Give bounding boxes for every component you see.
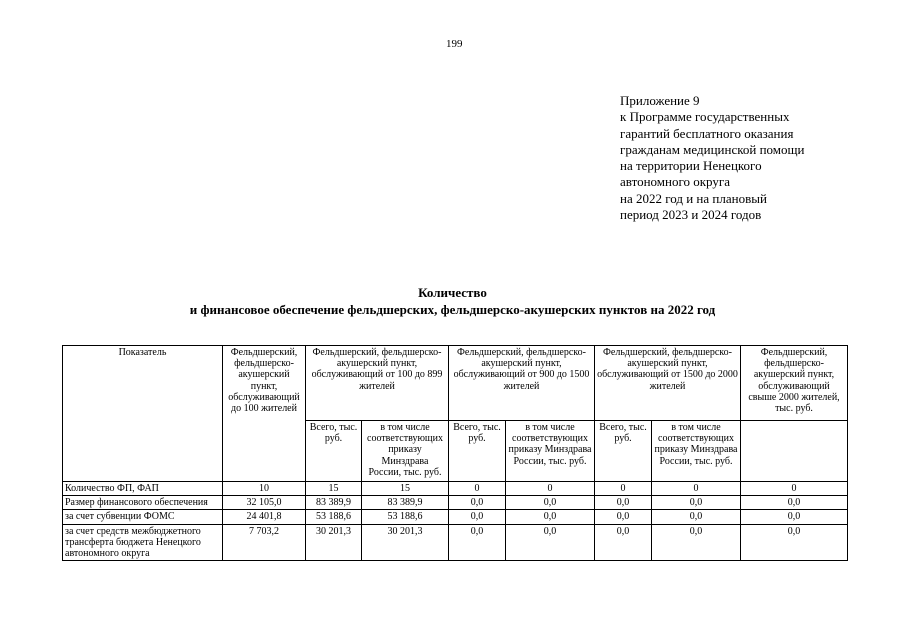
- cell-value: 83 389,9: [306, 496, 362, 510]
- cell-value: 24 401,8: [223, 510, 306, 524]
- subheader-total: Всего, тыс. руб.: [306, 421, 362, 482]
- header-group-900-1500: Фельдшерский, фельдшерско-акушерский пункт, обслуживающий от 900 до 1500 жителей: [449, 346, 595, 421]
- appendix-line: к Программе государственных: [620, 109, 790, 125]
- row-label: за счет средств межбюджетного трансферта бюджета Ненецкого автономного округа: [63, 524, 223, 561]
- subheader-empty: [741, 421, 848, 482]
- cell-value: 15: [306, 482, 362, 496]
- cell-value: 0,0: [652, 524, 741, 561]
- table-row: [63, 510, 848, 524]
- cell-value: 0: [652, 482, 741, 496]
- cell-value: 30 201,3: [306, 524, 362, 561]
- header-group-100-899: Фельдшерский, фельдшерско-акушерский пункт, обслуживающий от 100 до 899 жителей: [306, 346, 449, 421]
- cell-value: 0,0: [449, 524, 506, 561]
- appendix-line: период 2023 и 2024 годов: [620, 207, 762, 223]
- cell-value: 10: [223, 482, 306, 496]
- table-row: [63, 496, 848, 510]
- cell-value: 0,0: [595, 524, 652, 561]
- cell-value: 53 188,6: [362, 510, 449, 524]
- appendix-line: автономного округа: [620, 174, 730, 190]
- row-label: Количество ФП, ФАП: [63, 482, 223, 496]
- appendix-line: Приложение 9: [620, 93, 700, 108]
- cell-value: 0,0: [506, 496, 595, 510]
- row-label: за счет субвенции ФОМС: [63, 510, 223, 524]
- header-group-1500-2000: Фельдшерский, фельдшерско-акушерский пункт, обслуживающий от 1500 до 2000 жителей: [595, 346, 741, 421]
- cell-value: 7 703,2: [223, 524, 306, 561]
- cell-value: 30 201,3: [362, 524, 449, 561]
- cell-value: 0,0: [449, 510, 506, 524]
- table-row: [63, 524, 848, 561]
- cell-value: 0,0: [449, 496, 506, 510]
- table-row: [63, 482, 848, 496]
- cell-value: 0,0: [741, 496, 848, 510]
- cell-value: 0,0: [506, 524, 595, 561]
- header-indicator: Показатель: [63, 346, 223, 482]
- header-row: [63, 346, 848, 421]
- cell-value: 15: [362, 482, 449, 496]
- subheader-total: Всего, тыс. руб.: [449, 421, 506, 482]
- appendix-line: на 2022 год и на плановый: [620, 190, 767, 206]
- subheader-included: в том числе соответствующих приказу Минздрава России, тыс. руб.: [362, 421, 449, 482]
- financing-table: [62, 345, 848, 561]
- cell-value: 32 105,0: [223, 496, 306, 510]
- cell-value: 0,0: [741, 510, 848, 524]
- appendix-note: [620, 93, 804, 223]
- row-label: Размер финансового обеспечения: [63, 496, 223, 510]
- header-over-2000: Фельдшерский, фельдшерско-акушерский пункт, обслуживающий свыше 2000 жителей, тыс. руб.: [741, 346, 848, 421]
- cell-value: 0,0: [652, 496, 741, 510]
- appendix-line: гражданам медицинской помощи: [620, 141, 805, 157]
- cell-value: 0,0: [506, 510, 595, 524]
- cell-value: 0,0: [595, 496, 652, 510]
- cell-value: 83 389,9: [362, 496, 449, 510]
- subheader-included: в том числе соответствующих приказу Минздрава России, тыс. руб.: [506, 421, 595, 482]
- header-up-to-100: Фельдшерский, фельдшерско-акушерский пункт, обслуживающий до 100 жителей: [223, 346, 306, 482]
- cell-value: 0: [506, 482, 595, 496]
- appendix-line: на территории Ненецкого: [620, 158, 762, 174]
- cell-value: 0: [595, 482, 652, 496]
- cell-value: 0: [449, 482, 506, 496]
- page-number: 199: [446, 38, 463, 50]
- cell-value: 53 188,6: [306, 510, 362, 524]
- subheader-total: Всего, тыс. руб.: [595, 421, 652, 482]
- cell-value: 0: [741, 482, 848, 496]
- cell-value: 0,0: [652, 510, 741, 524]
- appendix-line: гарантий бесплатного оказания: [620, 125, 794, 141]
- document-title: Количество: [418, 285, 487, 300]
- document-subtitle: и финансовое обеспечение фельдшерских, фельдшерско-акушерских пунктов на 2022 год: [189, 302, 716, 317]
- subheader-included: в том числе соответствующих приказу Минздрава России, тыс. руб.: [652, 421, 741, 482]
- cell-value: 0,0: [595, 510, 652, 524]
- cell-value: 0,0: [741, 524, 848, 561]
